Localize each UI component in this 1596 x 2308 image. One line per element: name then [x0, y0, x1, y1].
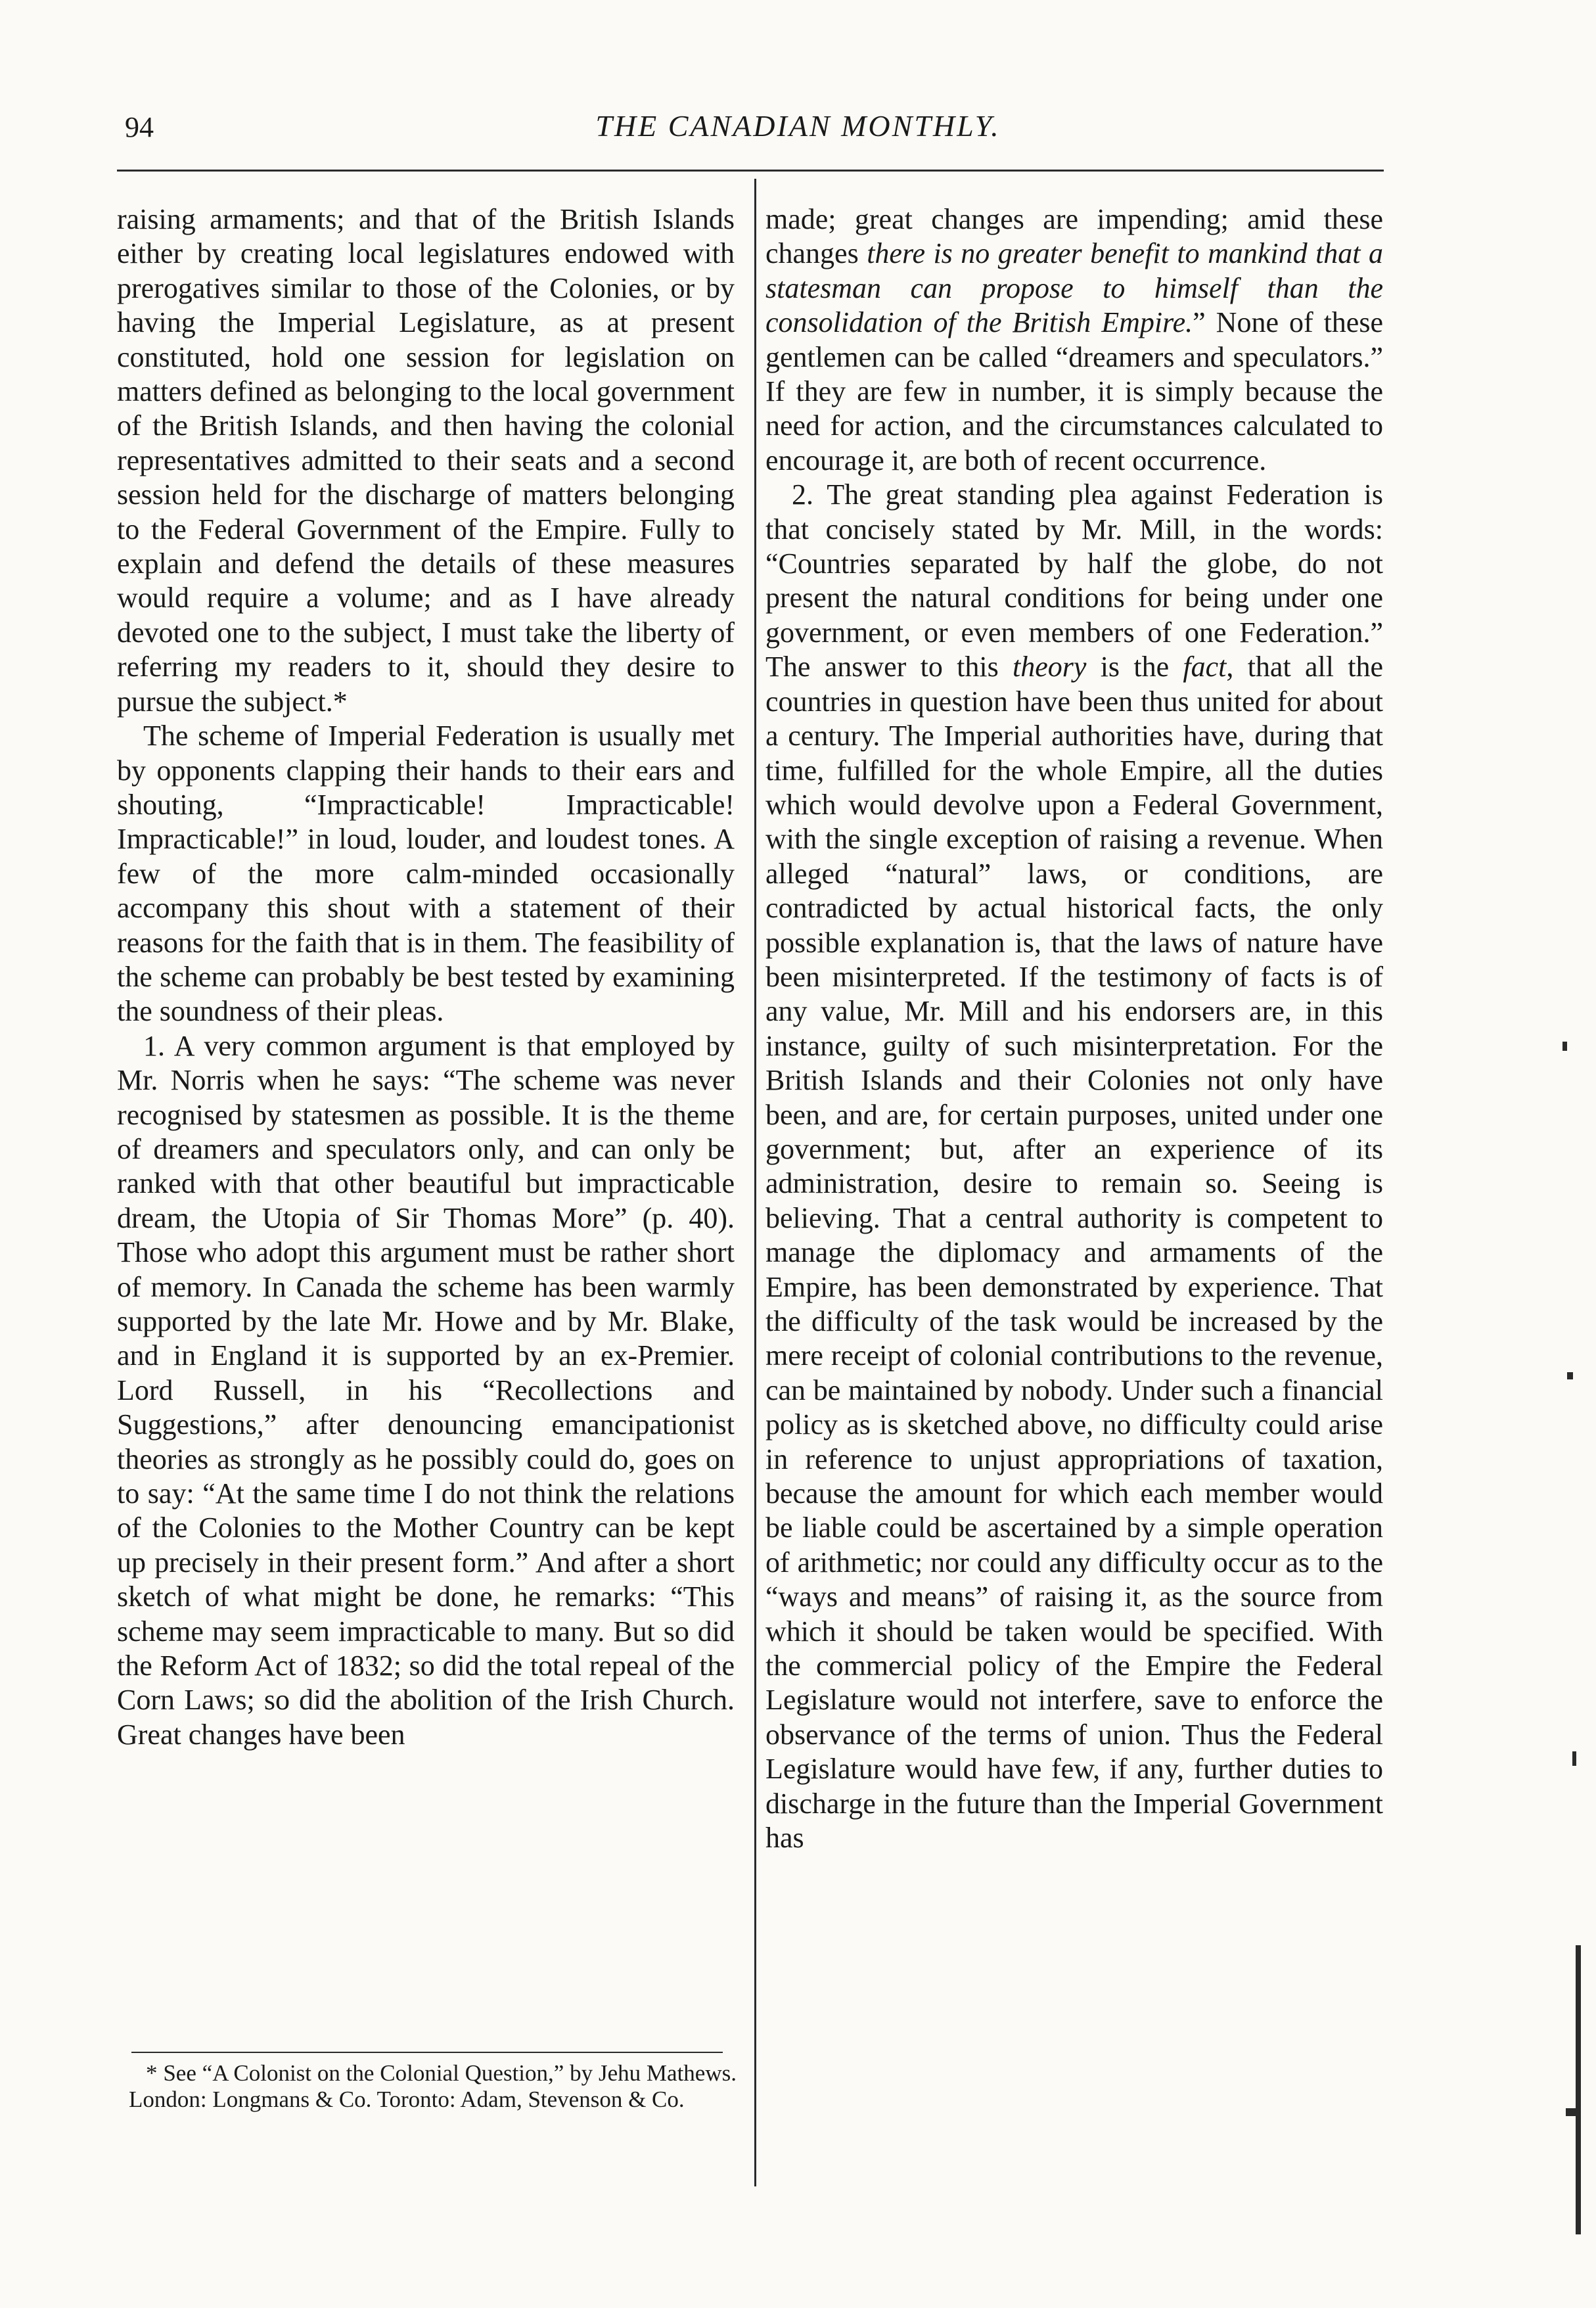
margin-mark [1576, 1945, 1581, 2234]
text-run: made; great changes are impending; amid these changes [765, 203, 1383, 270]
paragraph: raising armaments; and that of the British Islands either by creating local legislatures endowed with prerogatives similar to those of the Colonies, or by having the Imperial Legislature, as at present constituted, hold one session for legislation on matters defined as belonging to the local government of the British Islands, and then having the colonial representatives admitted to their seats and a second session held for the discharge of matters belonging to the Federal Government of the Empire. Fully to explain and defend the details of these measures would require a volume; and as I have already devoted one to the subject, I must take the liberty of referring my readers to it, should they desire to pursue the subject.* [117, 203, 735, 718]
left-column [117, 202, 735, 1752]
margin-mark [1566, 2108, 1576, 2116]
quotation-italic: there is no greater benefit to mankind that a statesman can propose to himself than the consolidation of the British Empire. [765, 237, 1384, 339]
emphasis-fact: fact [1183, 651, 1227, 683]
emphasis-theory: theory [1013, 651, 1087, 683]
paragraph: 1. A very common argument is that employed by Mr. Norris when he says: “The scheme was never recognised by statesmen as possible. It is the theme of dreamers and speculators only, and can only be ranked with that other beautiful but impracticable dream, the Utopia of Sir Thomas More” (p. 40). Those who adopt this argument must be rather short of memory. In Canada the scheme has been warmly supported by the late Mr. Howe and by Mr. Blake, and in England it is supported by an ex-Premier. Lord Russell, in his “Recollections and Suggestions,” after denouncing emancipationist theories as strongly as he possibly could do, goes on to say: “At the same time I do not think the relations of the Colonies to the Mother Country can be kept up precisely in their present form.” And after a short sketch of what might be done, he remarks: “This scheme may seem impracticable to many. But so did the Reform Act of 1832; so did the total repeal of the Corn Laws; so did the abolition of the Irish Church. Great changes have been [117, 1029, 735, 1751]
right-column [765, 202, 1383, 1856]
text-run: , that all the countries in question have been thus united for about a century. The Imperial authorities have, during that time, fulfilled for the whole Empire, all the duties which would devolve upon a Federal Government, with the single exception of raising a revenue. When alleged “natural” laws, or conditions, are contradicted by actual historical facts, the only possible explanation is, that the laws of nature have been misinterpreted. If the testimony of facts is of any value, Mr. Mill and his endorsers are, in this instance, guilty of such misinterpretation. For the British Islands and their Colonies not only have been, and are, for certain purposes, united under one government; but, after an experience of its administration, desire to remain so. Seeing is believing. That a central authority is competent to manage the diplomacy and armaments of the Empire, has been demonstrated by experience. That the difficulty of the task would be increased by the mere receipt of colonial contributions to the revenue, can be maintained by nobody. Under such a financial policy as is sketched above, no difficulty could arise in reference to unjust appropriations of taxation, because the amount for which each member would be liable could be ascertained by a simple operation of arithmetic; nor could any difficulty occur as to the “ways and means” of raising it, as the source from which it should be taken would be specified. With the commercial policy of the Empire the Federal Legislature would not interfere, save to enforce the observance of the terms of union. Thus the Federal Legislature would have few, if any, further duties to discharge in the future than the Imperial Government has [765, 651, 1383, 1855]
margin-mark [1572, 1751, 1576, 1766]
footnote: * See “A Colonist on the Colonial Question,” by Jehu Mathews. London: Longmans & Co. Toronto: Adam, Stevenson & Co. [129, 2060, 737, 2112]
paragraph [765, 202, 1383, 478]
margin-mark [1562, 1042, 1567, 1051]
page-number: 94 [125, 111, 154, 143]
margin-mark [1567, 1372, 1573, 1379]
header-rule [117, 170, 1384, 172]
column-divider [754, 179, 756, 2186]
paragraph [765, 478, 1383, 1855]
text-run: 2. The great standing plea against Federation is that concisely stated by Mr. Mill, in the words: “Countries separated by half the globe, do not present the natural conditions for being under one government, or even members of one Federation.” The answer to this [765, 478, 1383, 683]
text-run: ” None of these gentlemen can be called “dreamers and speculators.” If they are few in number, it is simply because the need for action, and the circumstances calculated to encourage it, are both of recent occurrence. [765, 306, 1383, 476]
paragraph: The scheme of Imperial Federation is usually met by opponents clapping their hands to their ears and shouting, “Impracticable! Impracticable! Impracticable!” in loud, louder, and loudest tones. A few of the more calm-minded occasionally accompany this shout with a statement of their reasons for the faith that is in them. The feasibility of the scheme can probably be best tested by examining the soundness of their pleas. [117, 720, 735, 1028]
running-head: THE CANADIAN MONTHLY. [595, 109, 1001, 143]
footnote-rule [131, 2052, 723, 2053]
text-run: is the [1086, 651, 1183, 683]
